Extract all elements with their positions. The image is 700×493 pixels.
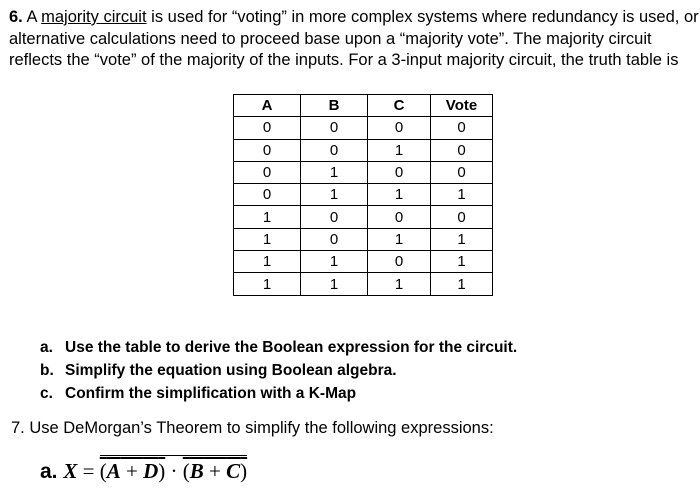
equals-sign: =: [77, 459, 100, 483]
table-row: [234, 117, 493, 139]
cell: 0: [368, 161, 431, 183]
plus: +: [203, 459, 227, 483]
cell: 0: [234, 184, 301, 206]
subquestion-text: Simplify the equation using Boolean algebra.: [65, 362, 397, 379]
truth-table-header-row: [234, 95, 493, 117]
paren: ): [158, 459, 166, 483]
cell: 0: [431, 161, 493, 183]
var-b-bar: B: [189, 459, 204, 483]
cell: 0: [301, 206, 368, 228]
header-b: B: [301, 95, 368, 117]
term-1: [100, 459, 166, 483]
subquestion-label: c.: [40, 385, 53, 402]
subquestion-text: Confirm the simplification with a K-Map: [65, 385, 357, 402]
cell: 1: [431, 251, 493, 273]
cell: 0: [431, 117, 493, 139]
question-7: 7. Use DeMorgan’s Theorem to simplify the following expressions:: [11, 419, 494, 437]
cell: 1: [234, 273, 301, 295]
var-c: C: [226, 459, 241, 483]
cell: 0: [234, 139, 301, 161]
equation-label: a.: [40, 460, 64, 483]
cell: 1: [368, 228, 431, 250]
cell: 0: [234, 117, 301, 139]
dot-operator: ·: [165, 459, 183, 483]
cell: 1: [368, 184, 431, 206]
cell: 1: [431, 184, 493, 206]
question-6-text-b: is used for “voting” in more complex systems where redundancy is used, or: [146, 8, 699, 26]
cell: 0: [301, 117, 368, 139]
cell: 1: [368, 273, 431, 295]
truth-table: [233, 94, 493, 296]
cell: 1: [301, 184, 368, 206]
paren: ): [240, 459, 248, 483]
question-6: [9, 7, 700, 72]
cell: 0: [368, 117, 431, 139]
cell: 0: [301, 228, 368, 250]
majority-circuit-term: majority circuit: [41, 8, 147, 26]
cell: 1: [234, 206, 301, 228]
subquestion-list: [40, 336, 517, 405]
subquestion-b: [40, 359, 517, 382]
equation-lhs: X: [63, 459, 78, 483]
subquestion-c: [40, 382, 517, 405]
subquestion-label: b.: [40, 362, 54, 379]
header-a: A: [234, 95, 301, 117]
cell: 0: [368, 251, 431, 273]
cell: 1: [368, 139, 431, 161]
cell: 1: [431, 228, 493, 250]
paren: (: [99, 459, 107, 483]
cell: 0: [431, 139, 493, 161]
cell: 1: [301, 251, 368, 273]
cell: 1: [301, 161, 368, 183]
question-6-line-2: alternative calculations need to proceed base upon a “majority vote”. The majority circuit: [9, 29, 652, 48]
question-6-text-a: A: [22, 8, 42, 26]
table-row: [234, 251, 493, 273]
term-2: [183, 459, 247, 483]
overall-overbar: [100, 455, 247, 484]
cell: 0: [234, 161, 301, 183]
subquestion-label: a.: [40, 339, 53, 356]
question-6-number: 6.: [9, 8, 23, 26]
header-vote: Vote: [431, 95, 493, 117]
subquestion-a: [40, 336, 517, 359]
table-row: [234, 273, 493, 295]
cell: 0: [301, 139, 368, 161]
cell: 1: [301, 273, 368, 295]
table-row: [234, 206, 493, 228]
question-6-line-1: [9, 7, 700, 29]
paren: (: [182, 459, 190, 483]
plus: +: [120, 459, 144, 483]
cell: 0: [368, 206, 431, 228]
var-a: A: [106, 459, 121, 483]
header-c: C: [368, 95, 431, 117]
demorgan-equation: [40, 455, 247, 485]
var-d: D: [143, 459, 159, 483]
question-6-line-3: reflects the “vote” of the majority of the inputs. For a 3-input majority circuit, the truth table is: [9, 51, 679, 69]
cell: 1: [234, 251, 301, 273]
cell: 0: [431, 206, 493, 228]
cell: 1: [431, 273, 493, 295]
subquestion-text: Use the table to derive the Boolean expression for the circuit.: [65, 339, 518, 356]
table-row: [234, 184, 493, 206]
cell: 1: [234, 228, 301, 250]
table-row: [234, 139, 493, 161]
table-row: [234, 161, 493, 183]
table-row: [234, 228, 493, 250]
